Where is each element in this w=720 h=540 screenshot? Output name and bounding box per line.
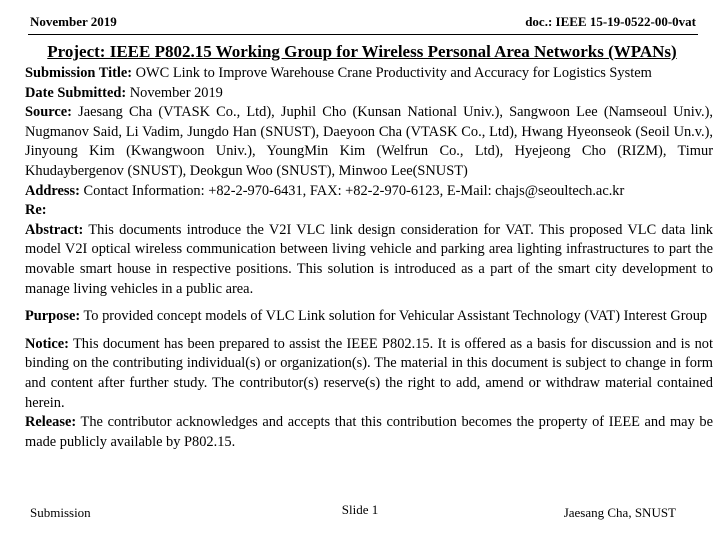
- re-field: [25, 201, 713, 221]
- submission-title-value: OWC Link to Improve Warehouse Crane Productivity and Accuracy for Logistics System: [135, 65, 652, 81]
- address-value: Contact Information: +82-2-970-6431, FAX: +82-2-970-6123, E-Mail: chajs@seoultech.ac.kr: [83, 182, 625, 199]
- header-date: November 2019: [30, 14, 117, 29]
- purpose-label: Purpose:: [25, 308, 81, 325]
- notice-value: This document has been prepared to assist the IEEE P802.15. It is offered as a basis for discussion and is not binding on the contributing individual(s) or organization(s). The material in this document is subject to change in form and content after further study. The contributor(s) reserve(s) the right to add, amend or withdraw material contained herein.: [25, 335, 713, 411]
- release-label: Release:: [25, 414, 77, 431]
- abstract-label: Abstract:: [25, 221, 84, 238]
- source-value: Jaesang Cha (VTASK Co., Ltd), Juphil Cho (Kunsan National Univ.), Sangwoon Lee (Namseoul Univ.), Nugmanov Said, Li Vadim, Jungdo Han (SNUST), Daeyoon Cha (VTASK Co., Ltd), Hwang Hyeonseok (Seoil Un.v.), Jinyoung Kim (Kwangwoon Univ.), YoungMin Kim (Welfrun Co., Ltd), Hyejeong Cho (RIZM), Timur Khudaybergenov (SNUST), Deokgun Woo (SNUST), Minwoo Lee(SNUST): [25, 104, 713, 179]
- submission-title-label: Submission Title:: [25, 65, 133, 81]
- header-divider: [28, 34, 698, 35]
- footer-slide-number: Slide 1: [341, 502, 379, 517]
- page-title: Project: IEEE P802.15 Working Group for Wireless Personal Area Networks (WPANs): [47, 42, 677, 61]
- address-label: Address:: [25, 182, 80, 199]
- purpose-value: To provided concept models of VLC Link solution for Vehicular Assistant Technology (VAT) Interest Group: [83, 308, 708, 325]
- source-label: Source:: [25, 104, 72, 121]
- re-label: Re:: [25, 202, 47, 219]
- address-field: [25, 182, 713, 202]
- header-doc-id: doc.: IEEE 15-19-0522-00-0vat: [525, 14, 696, 29]
- date-submitted-value: November 2019: [129, 84, 223, 101]
- date-submitted-field: [25, 84, 713, 104]
- document-body: [25, 64, 713, 452]
- notice-label: Notice:: [25, 335, 69, 352]
- submission-title-field: [25, 64, 713, 84]
- source-field: [25, 103, 713, 181]
- footer-submission: Submission: [30, 505, 91, 520]
- abstract-field: [25, 221, 713, 299]
- date-submitted-label: Date Submitted:: [25, 84, 127, 101]
- release-field: [25, 413, 713, 452]
- notice-field: [25, 335, 713, 413]
- release-value: The contributor acknowledges and accepts that this contribution becomes the property of IEEE and may be made publicly available by P802.15.: [25, 414, 713, 450]
- purpose-field: [25, 307, 713, 327]
- footer-author: Jaesang Cha, SNUST: [563, 505, 676, 520]
- abstract-value: This documents introduce the V2I VLC link design consideration for VAT. This proposed VLC data link model V2I optical wireless communication between living vehicle and parking area lighting infrastructures to part the movable smart house in respective positions. This solution is introduced as a part of the smart city development to manage living vehicles in a public area.: [25, 221, 713, 297]
